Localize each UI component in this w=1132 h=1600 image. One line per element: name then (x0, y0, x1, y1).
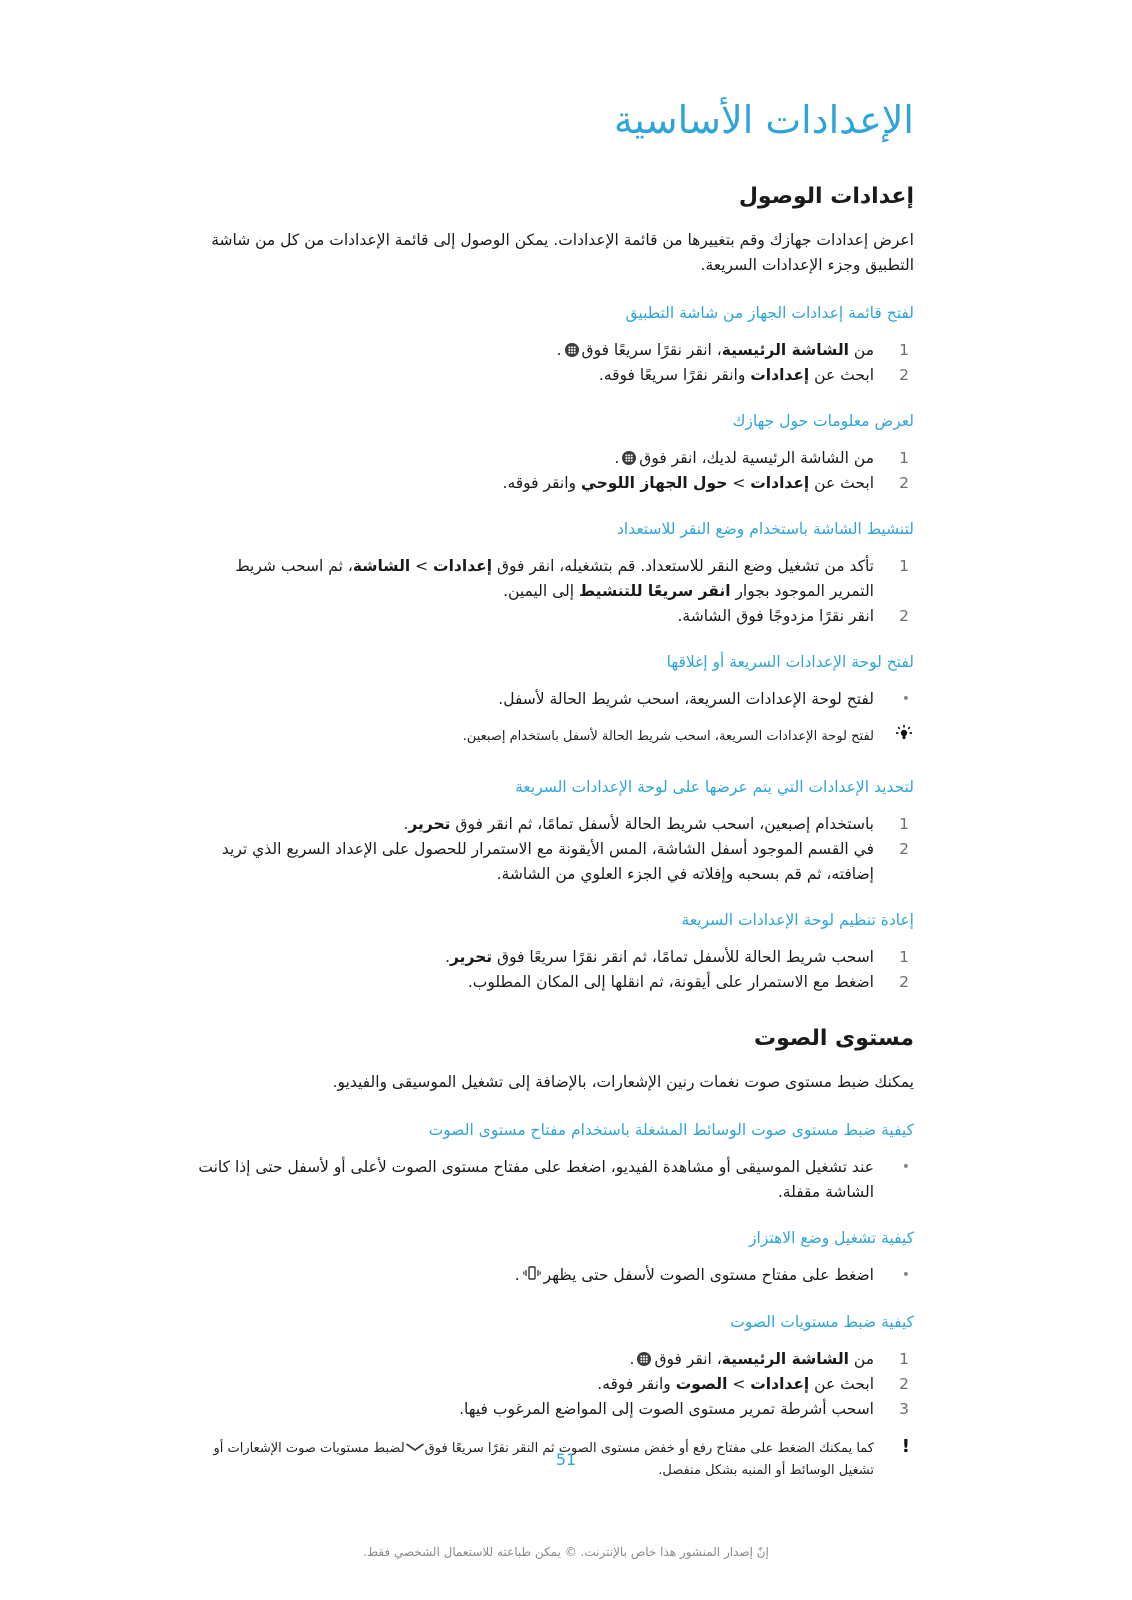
steps-rearrange-quick-settings (194, 945, 914, 995)
step-bold: حول الجهاز اللوحي (580, 473, 728, 492)
step-bold: إعدادات (750, 473, 810, 492)
list-item (194, 363, 914, 388)
subheading-tap-to-wake: لتنشيط الشاشة باستخدام وضع النقر للاستعداد (616, 519, 914, 538)
step-number: 2 (899, 972, 909, 991)
section-heading-access-settings: إعدادات الوصول (738, 184, 914, 210)
page-title: الإعدادات الأساسية (613, 98, 914, 142)
step-text: ابحث عن (809, 365, 874, 384)
step-text: اضغط مع الاستمرار على أيقونة، ثم انقلها إلى المكان المطلوب. (467, 972, 874, 991)
subheading-rearrange-quick-settings: إعادة تنظيم لوحة الإعدادات السريعة (681, 910, 914, 929)
step-text: . (445, 947, 451, 966)
list-item (194, 945, 914, 970)
list-item (194, 837, 914, 887)
section-intro: يمكنك ضبط مستوى صوت نغمات رنين الإشعارات، بالإضافة إلى تشغيل الموسيقى والفيديو. (332, 1072, 914, 1091)
bullet-dot: • (901, 1158, 910, 1175)
step-bold: الشاشة الرئيسية (721, 1349, 849, 1368)
apps-icon (622, 451, 636, 465)
vibrate-icon (523, 1264, 541, 1289)
step-text: اسحب شريط الحالة للأسفل تمامًا، ثم انقر نقرًا سريعًا فوق (492, 947, 874, 966)
steps-select-quick-settings (194, 812, 914, 887)
step-bold: إعدادات (750, 1374, 810, 1393)
subheading-adjust-volumes: كيفية ضبط مستويات الصوت (730, 1312, 914, 1331)
subheading-media-volume: كيفية ضبط مستوى صوت الوسائط المشغلة باستخدام مفتاح مستوى الصوت (428, 1120, 914, 1139)
step-text: . (629, 1349, 635, 1368)
list-item (194, 446, 914, 471)
bullet-dot: • (901, 1266, 910, 1283)
step-separator: > (727, 473, 751, 492)
exclamation-icon: ! (901, 1435, 910, 1457)
step-text: في القسم الموجود أسفل الشاشة، المس الأيقونة مع الاستمرار للحصول على الإعداد السريع الذي تريد إضافته، ثم قم بسحبه وإفلاته في الجزء العلوي من الشاشة. (221, 839, 874, 883)
step-number: 2 (899, 606, 909, 625)
subheading-open-settings: لفتح قائمة إعدادات الجهاز من شاشة التطبيق (625, 303, 914, 322)
subheading-quick-settings-panel: لفتح لوحة الإعدادات السريعة أو إغلاقها (666, 652, 914, 671)
step-text: ابحث عن (809, 473, 874, 492)
section-intro: اعرض إعدادات جهازك وقم بتغييرها من قائمة الإعدادات. يمكن الوصول إلى قائمة الإعدادات من كل من شاشة التطبيق وجزء الإعدادات السريعة. (211, 230, 914, 274)
step-text: . (614, 448, 620, 467)
step-number: 3 (899, 1399, 909, 1418)
list-item (194, 338, 914, 363)
list-item (194, 604, 914, 629)
apps-icon (565, 343, 579, 357)
step-text: ، ثم اسحب شريط التمرير الموجود بجوار (235, 556, 874, 600)
note-text: كما يمكنك الضغط على مفتاح رفع أو خفض مستوى الصوت ثم النقر نقرًا سريعًا فوق (424, 1440, 874, 1456)
step-text: من (848, 1349, 874, 1368)
list-item (194, 1397, 914, 1422)
list-item (194, 554, 914, 604)
step-text: باستخدام إصبعين، اسحب شريط الحالة لأسفل تمامًا، ثم انقر فوق (450, 814, 874, 833)
bullet-text: اضغط على مفتاح مستوى الصوت لأسفل حتى يظهر (543, 1265, 874, 1284)
bullets-vibrate-mode (194, 1263, 914, 1289)
list-item (194, 1347, 914, 1372)
step-number: 1 (899, 814, 909, 833)
list-item (194, 970, 914, 995)
steps-open-settings (194, 338, 914, 388)
list-item (194, 687, 914, 712)
bullet-text: لفتح لوحة الإعدادات السريعة، اسحب شريط الحالة لأسفل. (498, 689, 874, 708)
step-number: 1 (899, 556, 909, 575)
subheading-select-quick-settings: لتحديد الإعدادات التي يتم عرضها على لوحة الإعدادات السريعة (515, 777, 914, 796)
step-text: وانقر نقرًا سريعًا فوقه. (598, 365, 751, 384)
lightbulb-icon (894, 724, 914, 750)
list-item (194, 1372, 914, 1397)
page-number: 51 (555, 1450, 577, 1469)
list-item (194, 471, 914, 496)
step-text: . (556, 340, 562, 359)
step-text: وانقر فوقه. (502, 473, 581, 492)
page-content (194, 96, 914, 1482)
step-text: اسحب أشرطة تمرير مستوى الصوت إلى المواضع المرغوب فيها. (459, 1399, 874, 1418)
footer-disclaimer: إنّ إصدار المنشور هذا خاص بالإنترنت. © يمكن طباعته للاستعمال الشخصي فقط. (363, 1545, 769, 1559)
subheading-device-info: لعرض معلومات حول جهازك (732, 411, 914, 430)
step-number: 1 (899, 340, 909, 359)
step-bold: إعدادات (750, 365, 810, 384)
step-bold: الشاشة الرئيسية (721, 340, 849, 359)
steps-adjust-volumes (194, 1347, 914, 1422)
step-text: ابحث عن (809, 1374, 874, 1393)
step-bold: إعدادات (433, 556, 493, 575)
step-number: 2 (899, 1374, 909, 1393)
step-number: 2 (899, 365, 909, 384)
note-text: لضبط مستويات صوت الإشعارات أو تشغيل الوسائط أو المنبه بشكل منفصل. (213, 1440, 874, 1478)
step-number: 1 (899, 448, 909, 467)
step-separator: > (727, 1374, 751, 1393)
bullets-media-volume (194, 1155, 914, 1205)
tip-text: لفتح لوحة الإعدادات السريعة، اسحب شريط الحالة لأسفل باستخدام إصبعين. (462, 728, 874, 744)
step-number: 1 (899, 1349, 909, 1368)
step-number: 1 (899, 947, 909, 966)
step-bold: تحرير (408, 814, 451, 833)
steps-tap-to-wake (194, 554, 914, 629)
step-bold: الصوت (675, 1374, 728, 1393)
apps-icon (637, 1352, 651, 1366)
steps-device-info (194, 446, 914, 496)
step-separator: > (410, 556, 434, 575)
step-bold: تحرير (450, 947, 493, 966)
step-text: من الشاشة الرئيسية لديك، انقر فوق (639, 448, 874, 467)
bullets-quick-settings-panel (194, 687, 914, 712)
section-heading-volume: مستوى الصوت (754, 1025, 914, 1051)
step-text: ، انقر فوق (654, 1349, 722, 1368)
list-item (194, 812, 914, 837)
step-text: . (403, 814, 409, 833)
step-text: تأكد من تشغيل وضع النقر للاستعداد. قم بتشغيله، انقر فوق (492, 556, 874, 575)
step-text: وانقر فوقه. (597, 1374, 676, 1393)
step-number: 2 (899, 839, 909, 858)
step-text: من (848, 340, 874, 359)
step-text: انقر نقرًا مزدوجًا فوق الشاشة. (677, 606, 874, 625)
tip-box (194, 726, 914, 748)
step-text: ، انقر نقرًا سريعًا فوق (581, 340, 722, 359)
step-bold: الشاشة (352, 556, 411, 575)
bullet-text: . (514, 1265, 520, 1284)
list-item (194, 1155, 914, 1205)
step-text: إلى اليمين. (503, 581, 580, 600)
step-number: 2 (899, 473, 909, 492)
bullet-dot: • (901, 690, 910, 707)
bullet-text: عند تشغيل الموسيقى أو مشاهدة الفيديو، اضغط على مفتاح مستوى الصوت لأعلى أو لأسفل حتى إذا كانت الشاشة مقفلة. (198, 1157, 874, 1201)
list-item (194, 1263, 914, 1289)
subheading-vibrate-mode: كيفية تشغيل وضع الاهتزاز (749, 1228, 914, 1247)
step-bold: انقر سريعًا للتنشيط (579, 581, 731, 600)
